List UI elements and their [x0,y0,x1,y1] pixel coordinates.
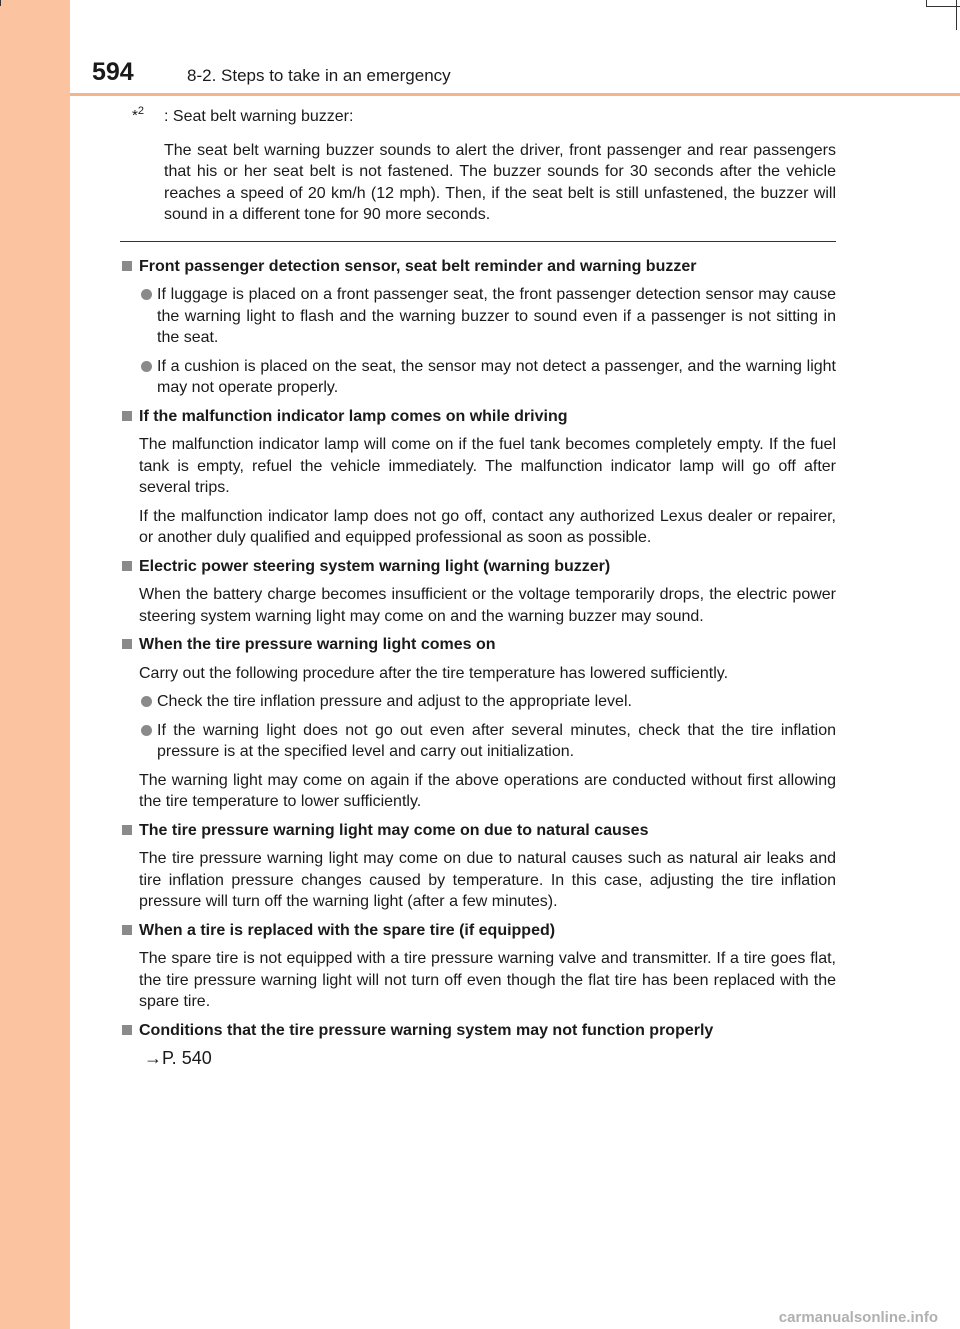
crop-mark-right-v [956,0,957,30]
paragraph: The warning light may come on again if the above operations are conducted without first allowing the tire temperature to lower sufficiently. [139,771,836,810]
footnote-body: The seat belt warning buzzer sounds to alert the driver, front passenger and rear passengers that his or her seat belt is not fastened. The buzzer sounds for 30 seconds after the vehicle reaches a speed of 20 km/h (12 mph). Then, if the seat belt is still unfastened, the buzzer will sound in a different tone for 90 more seconds. [164,141,836,223]
page-content [120,106,836,1070]
crop-mark-top-right-h [926,6,960,7]
square-bullet-icon [122,825,132,835]
square-bullet-icon [122,561,132,571]
paragraph: When the battery charge becomes insufficient or the voltage temporarily drops, the electric power steering system warning light may come on and the warning buzzer may sound. [139,586,836,625]
footnote-label: : Seat belt warning buzzer: [164,108,354,125]
crop-mark-top-left [0,0,1,6]
bullet-item: If a cushion is placed on the seat, the sensor may not detect a passenger, and the warning light may not operate properly. [120,356,836,399]
watermark: carmanualsonline.info [778,1309,938,1326]
section-heading: If the malfunction indicator lamp comes on while driving [120,406,836,428]
bullet-item: If luggage is placed on a front passenger seat, the front passenger detection sensor may cause the warning light to flash and the warning buzzer to sound even if a passenger is not sitting in the seat. [120,284,836,349]
page-number: 594 [92,58,134,86]
bullet-item: Check the tire inflation pressure and adjust to the appropriate level. [120,691,836,713]
section-heading: When the tire pressure warning light comes on [120,634,836,656]
circle-bullet-icon [141,361,152,372]
circle-bullet-icon [141,725,152,736]
bullet-item: If the warning light does not go out even after several minutes, check that the tire inflation pressure is at the specified level and carry out initialization. [120,720,836,763]
circle-bullet-icon [141,696,152,707]
section-heading: The tire pressure warning light may come on due to natural causes [120,820,836,842]
section-heading: Conditions that the tire pressure warning system may not function properly [120,1020,836,1042]
paragraph: Carry out the following procedure after the tire temperature has lowered sufficiently. [139,664,729,682]
square-bullet-icon [122,261,132,271]
square-bullet-icon [122,1025,132,1035]
paragraph: The malfunction indicator lamp will come on if the fuel tank becomes completely empty. If the fuel tank is empty, refuel the vehicle immediately. The malfunction indicator lamp will go off after several trips. [139,436,836,496]
section-heading: When a tire is replaced with the spare tire (if equipped) [120,920,836,942]
paragraph: If the malfunction indicator lamp does not go off, contact any authorized Lexus dealer or repairer, or another duly qualified and equipped professional as soon as possible. [139,507,836,546]
footnote-heading [120,106,836,128]
header-rule [70,93,960,96]
square-bullet-icon [122,925,132,935]
section-heading: Electric power steering system warning light (warning buzzer) [120,556,836,578]
chapter-sidebar [0,0,70,1329]
square-bullet-icon [122,639,132,649]
paragraph: The spare tire is not equipped with a tire pressure warning valve and transmitter. If a tire goes flat, the tire pressure warning light will not turn off even though the flat tire has been replaced with the spare tire. [139,950,836,1010]
section-heading: Front passenger detection sensor, seat belt reminder and warning buzzer [120,256,836,278]
page-reference-link[interactable]: →P. 540 [144,1048,212,1068]
divider [120,241,836,242]
section-title: 8-2. Steps to take in an emergency [187,66,451,85]
circle-bullet-icon [141,289,152,300]
paragraph: The tire pressure warning light may come on due to natural causes such as natural air leaks and tire inflation pressure changes caused by temperature. In this case, adjusting the tire inflation pressure will turn off the warning light (after a few minutes). [139,850,836,910]
square-bullet-icon [122,411,132,421]
footnote-mark: *$^2$ [132,105,144,124]
